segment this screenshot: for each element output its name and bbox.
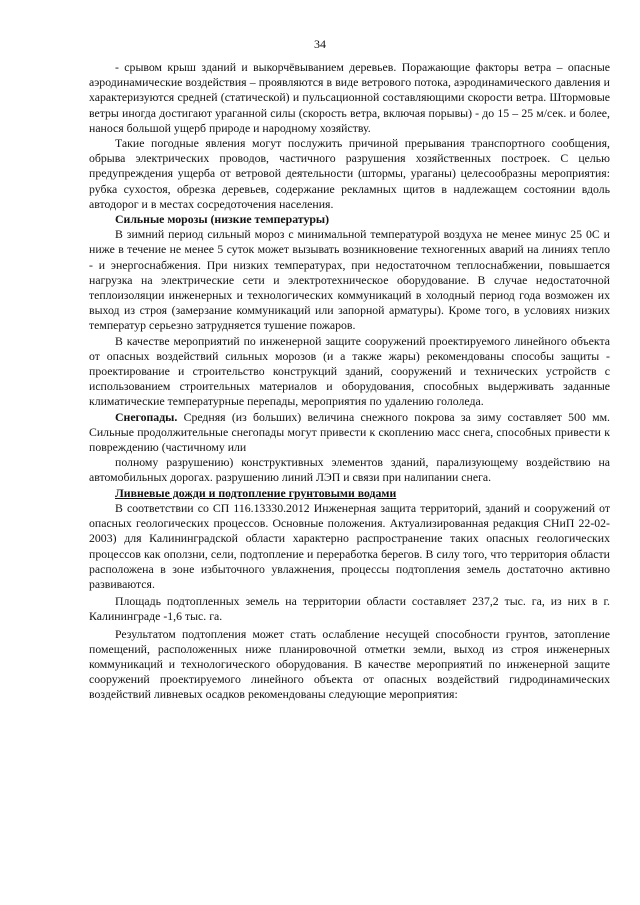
paragraph-snowfall [89, 410, 610, 456]
paragraph-geological-processes: В соответствии со СП 116.13330.2012 Инженерная защита территорий, зданий и сооружений от опасных геологических процессов. Основные положения. Актуализированная редакция СНиП 22-02-2003) для Калининградской области характерно распространение таких опасных геологических процессов как оползни, сели, подтопление и переработка берегов. В силу того, что территория области расположена в зоне избыточного увлажнения, процессы подтопления земель достаточно активно развиваются. [89, 500, 610, 591]
snowfall-text: Средняя (из больших) величина снежного покрова за зиму составляет 500 мм. Сильные продолжительные снегопады могут привести к скоплению масс снега, способных привести к повреждению (частичному или [89, 409, 610, 455]
paragraph-frost-measures: В качестве мероприятий по инженерной защите сооружений проектируемого линейного объекта от опасных воздействий сильных морозов (и а также жары) рекомендованы способы защиты - проектирование и строительство конструкций зданий, сооружений и технических устройств с использованием строительных материалов и оборудования, способных выдерживать заданные климатические температурные перепады, мероприятия по удалению гололеда. [89, 333, 610, 409]
heading-severe-frost: Сильные морозы (низкие температуры) [115, 212, 330, 227]
paragraph-snowfall-continued: полному разрушению) конструктивных элементов зданий, парализующему воздействию на автомобильных дорогах. разрушению линий ЛЭП и связи при налипании снега. [89, 455, 610, 485]
paragraph-flooding-consequences: Результатом подтопления может стать ослабление несущей способности грунтов, затопление помещений, расположенных ниже планировочной отметки земли, выход из строя инженерных коммуникаций и технологического оборудования. В качестве мероприятий по инженерной защите сооружений проектируемого линейного объекта от опасных воздействий гидродинамических воздействий ливневых осадков рекомендованы следующие мероприятия: [89, 626, 610, 702]
paragraph-frost-description: В зимний период сильный мороз с минимальной температурой воздуха не менее минус 25 0С и ниже в течение не менее 5 суток может вызывать возникновение техногенных аварий на линиях тепло - и энергоснабжения. При низких температурах, при недостаточном теплоснабжении, повышается нагрузка на электрические сети и электротехническое оборудование. В случае недостаточной теплоизоляции инженерных и технологических коммуникаций в холодный период года возможен их выход из строя (замерзание коммуникаций или запорной арматуры). Кроме того, в условиях низких температур серьезно затрудняется тушение пожаров. [89, 227, 610, 333]
paragraph-wind-damage: - срывом крыш зданий и выкорчёвыванием деревьев. Поражающие факторы ветра – опасные аэродинамические воздействия – проявляются в виде ветрового потока, аэродинамического давления и характеризуются средней (статической) и пульсационной составляющими скорости ветра. Штормовые ветры иногда достигают ураганной силы (скорость ветра, включая порывы) - до 15 – 25 м/сек. и более, нанося большой ущерб природе и народному хозяйству. [89, 60, 610, 135]
snowfall-label: Снегопады. [115, 409, 178, 424]
heading-heavy-rain [89, 486, 610, 501]
page-number: 34 [314, 37, 326, 51]
paragraph-wind-measures: Такие погодные явления могут послужить причиной прерывания транспортного сообщения, обрыва электрических проводов, частичного разрушения хозяйственных построек. С целью предупреждения ущерба от ветровой деятельности (штормы, ураганы) целесообразны мероприятия: рубка сухостоя, обрезка деревьев, содержание рекламных щитов в надлежащем состоянии вдоль автодорог и в местах сосредоточения населения. [89, 136, 610, 211]
document-body [89, 60, 610, 703]
paragraph-flooded-area: Площадь подтопленных земель на территории области составляет 237,2 тыс. га, из них в г. Калининграде -1,6 тыс. га. [89, 594, 610, 624]
heading-heavy-rain-text: Ливневые дожди и подтопление грунтовыми водами [115, 485, 397, 500]
